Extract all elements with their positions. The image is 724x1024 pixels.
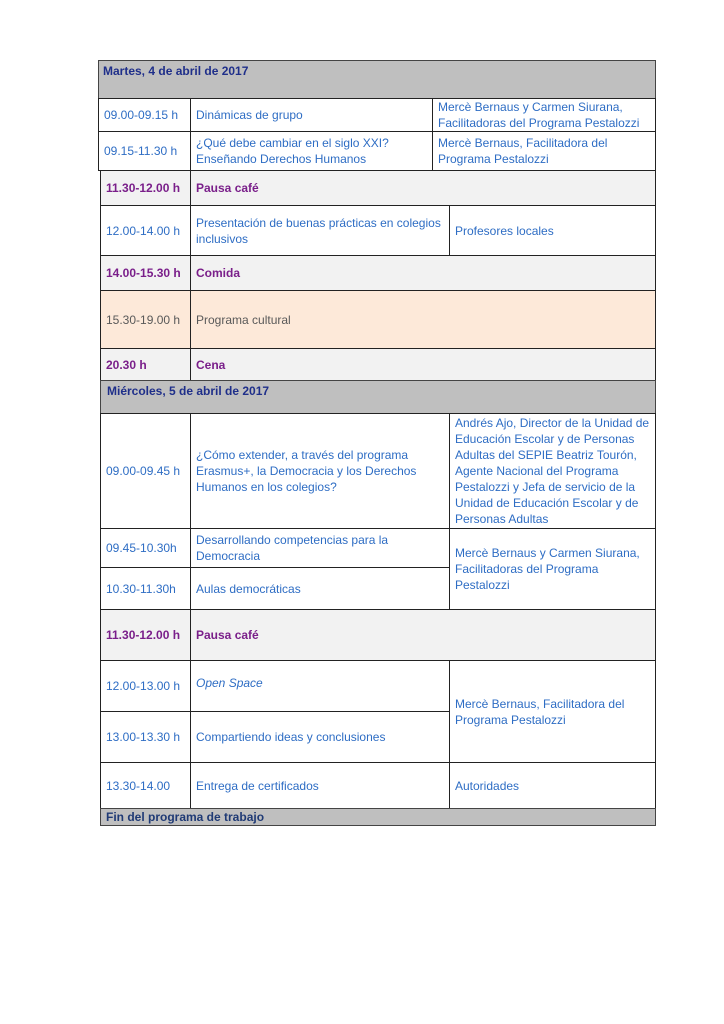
time-cell: 15.30-19.00 h	[100, 290, 191, 349]
activity-cell: Comida	[190, 255, 656, 291]
end-of-program-footer	[100, 808, 656, 826]
time-cell: 12.00-14.00 h	[100, 205, 191, 256]
activity-cell: Entrega de certificados	[190, 762, 450, 809]
time-cell: 13.00-13.30 h	[100, 711, 191, 763]
time-cell: 10.30-11.30h	[100, 567, 191, 610]
time-cell: 09.00-09.15 h	[98, 98, 191, 132]
time-cell: 14.00-15.30 h	[100, 255, 191, 291]
speaker-cell-shared: Mercè Bernaus, Facilitadora del Programa Pestalozzi	[449, 660, 656, 763]
day2-header	[100, 380, 656, 414]
time-cell: 13.30-14.00	[100, 762, 191, 809]
speaker-cell-shared: Mercè Bernaus y Carmen Siurana, Facilitadoras del Programa Pestalozzi	[449, 528, 656, 610]
speaker-cell: Mercè Bernaus y Carmen Siurana, Facilitadoras del Programa Pestalozzi	[432, 98, 656, 132]
speaker-cell: Autoridades	[449, 762, 656, 809]
activity-cell: Open Space	[190, 660, 450, 712]
time-cell: 09.15-11.30 h	[98, 131, 191, 171]
speaker-cell: Mercè Bernaus, Facilitadora del Programa Pestalozzi	[432, 131, 656, 171]
activity-cell: ¿Qué debe cambiar en el siglo XXI? Enseñando Derechos Humanos	[190, 131, 433, 171]
time-cell: 09.00-09.45 h	[100, 413, 191, 529]
day1-header-label: Martes, 4 de abril de 2017	[103, 64, 249, 78]
time-cell: 11.30-12.00 h	[100, 609, 191, 661]
time-cell: 20.30 h	[100, 348, 191, 381]
activity-cell: Pausa café	[190, 170, 656, 206]
day1-header	[98, 60, 656, 99]
activity-cell: ¿Cómo extender, a través del programa Erasmus+, la Democracia y los Derechos Humanos en los colegios?	[190, 413, 450, 529]
activity-cell: Desarrollando competencias para la Democracia	[190, 528, 450, 568]
end-of-program-label: Fin del programa de trabajo	[106, 810, 265, 824]
time-cell: 12.00-13.00 h	[100, 660, 191, 712]
activity-cell: Cena	[190, 348, 656, 381]
activity-cell: Presentación de buenas prácticas en colegios inclusivos	[190, 205, 450, 256]
activity-cell: Compartiendo ideas y conclusiones	[190, 711, 450, 763]
speaker-cell: Profesores locales	[449, 205, 656, 256]
activity-cell: Pausa café	[190, 609, 656, 661]
speaker-cell: Andrés Ajo, Director de la Unidad de Educación Escolar y de Personas Adultas del SEPIE Beatriz Tourón, Agente Nacional del Programa Pestalozzi y Jefa de servicio de la Unidad de Educación Escolar y de Personas Adultas	[449, 413, 656, 529]
activity-cell: Aulas democráticas	[190, 567, 450, 610]
time-cell: 09.45-10.30h	[100, 528, 191, 568]
time-cell: 11.30-12.00 h	[100, 170, 191, 206]
activity-cell: Programa cultural	[190, 290, 656, 349]
activity-cell: Dinámicas de grupo	[190, 98, 433, 132]
day2-header-label: Miércoles, 5 de abril de 2017	[107, 384, 270, 398]
